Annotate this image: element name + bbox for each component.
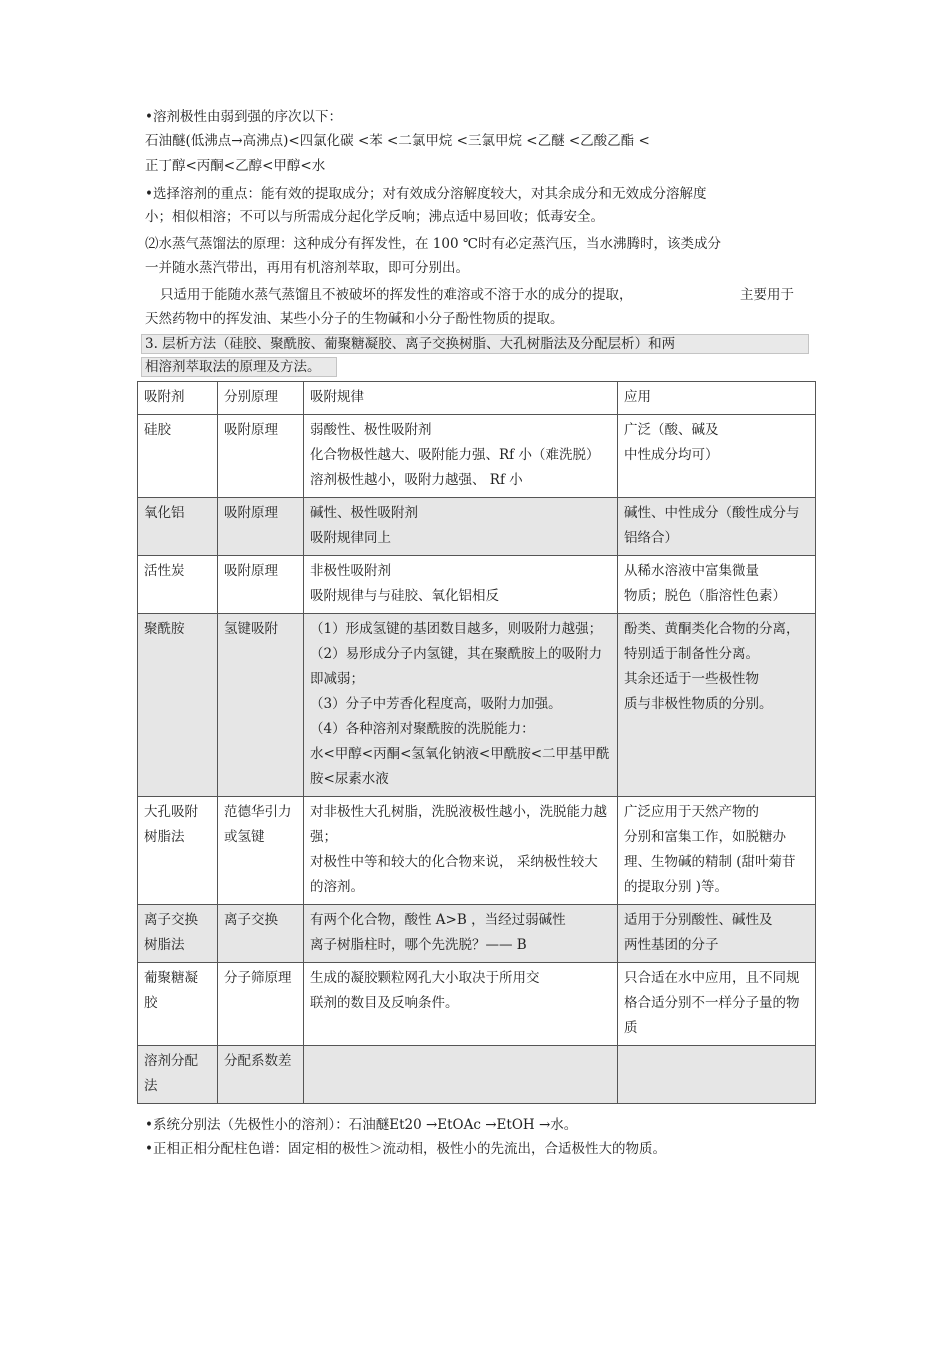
solvent-choice-line-2: 小；相似相溶；不可以与所需成分起化学反响；沸点适中易回收；低毒安全。 xyxy=(145,209,604,225)
solvent-choice-line-1: •选择溶剂的重点：能有效的提取成分；对有效成分溶解度较大，对其余成分和无效成分溶解度 xyxy=(145,186,707,202)
cell-adsorbent xyxy=(138,963,218,1046)
table-row xyxy=(138,614,816,797)
cell-principle xyxy=(218,614,304,797)
cell-text: 吸附原理 xyxy=(224,563,278,579)
cell-application xyxy=(618,963,816,1046)
cell-rule xyxy=(304,1046,618,1104)
cell-text: （4）各种溶剂对聚酰胺的洗脱能力： xyxy=(310,721,535,737)
cell-text: 离子交换 xyxy=(224,912,278,928)
cell-adsorbent xyxy=(138,797,218,905)
cell-text: 范德华引力或氢键 xyxy=(224,804,292,845)
cell-principle xyxy=(218,797,304,905)
table-row xyxy=(138,963,816,1046)
section-3-heading-line-2: 相溶剂萃取法的原理及方法。 xyxy=(141,357,337,377)
steam-usage-line-1b: 主要用于 xyxy=(740,287,794,303)
cell-adsorbent xyxy=(138,614,218,797)
cell-text: 对极性中等和较大的化合物来说， 采纳极性较大的溶剂。 xyxy=(310,854,598,895)
cell-text: 只合适在水中应用，且不同规格合适分别不一样分子量的物质 xyxy=(624,970,800,1036)
cell-principle xyxy=(218,1046,304,1104)
cell-adsorbent xyxy=(138,905,218,963)
steam-usage-line-1: 只适用于能随水蒸气蒸馏且不被破坏的挥发性的难溶或不溶于水的成分的提取， xyxy=(160,287,633,303)
cell-text: 溶剂极性越小，吸附力越强、 Rf 小 xyxy=(310,472,523,488)
cell-text: 广泛（酸、碱及 xyxy=(624,422,719,438)
cell-rule xyxy=(304,905,618,963)
cell-application xyxy=(618,556,816,614)
cell-text: （3）分子中芳香化程度高，吸附力加强。 xyxy=(310,696,562,712)
cell-principle xyxy=(218,556,304,614)
cell-adsorbent xyxy=(138,1046,218,1104)
cell-text: 对非极性大孔树脂，洗脱液极性越小，洗脱能力越强； xyxy=(310,804,607,845)
cell-application xyxy=(618,797,816,905)
steam-distillation-line-1: ⑵水蒸气蒸馏法的原理：这种成分有挥发性，在 100 ℃时有必定蒸汽压，当水沸腾时，该类成分 xyxy=(145,236,721,252)
table-row xyxy=(138,797,816,905)
cell-text: 质与非极性物质的分别。 xyxy=(624,696,773,712)
cell-text: 吸附原理 xyxy=(224,422,278,438)
cell-text: 适用于分别酸性、碱性及 xyxy=(624,912,773,928)
cell-text: 化合物极性越大、吸附能力强、Rf 小（难洗脱） xyxy=(310,447,600,463)
cell-rule xyxy=(304,963,618,1046)
cell-adsorbent xyxy=(138,498,218,556)
cell-application xyxy=(618,1046,816,1104)
cell-text: 两性基团的分子 xyxy=(624,937,719,953)
cell-rule xyxy=(304,614,618,797)
cell-principle xyxy=(218,415,304,498)
cell-application xyxy=(618,905,816,963)
table-row xyxy=(138,1046,816,1104)
adsorbent-table xyxy=(137,381,816,1104)
cell-text: 大孔吸附树脂法 xyxy=(144,804,198,845)
cell-principle xyxy=(218,905,304,963)
cell-principle xyxy=(218,498,304,556)
section-3-heading-line-1: 3. 层析方法（硅胶、聚酰胺、葡聚糖凝胶、离子交换树脂、大孔树脂法及分配层析）和两 xyxy=(141,334,809,354)
cell-text: 生成的凝胶颗粒网孔大小取决于所用交 xyxy=(310,970,540,986)
cell-text: 葡聚糖凝胶 xyxy=(144,970,198,1011)
table-row xyxy=(138,905,816,963)
cell-adsorbent xyxy=(138,415,218,498)
cell-text: 碱性、中性成分（酸性成分与铝络合） xyxy=(624,505,800,546)
cell-rule xyxy=(304,415,618,498)
system-separation-bullet: •系统分别法（先极性小的溶剂）：石油醚Et20 →EtOAc →EtOH →水。 xyxy=(145,1117,578,1133)
cell-text: 分配系数差 xyxy=(224,1053,292,1069)
cell-rule xyxy=(304,797,618,905)
cell-text: （1）形成氢键的基团数目越多，则吸附力越强； xyxy=(310,621,603,637)
solvent-polarity-bullet: •溶剂极性由弱到强的序次以下： xyxy=(145,109,342,125)
table-row xyxy=(138,498,816,556)
cell-text: 吸附规律与与硅胶、氧化铝相反 xyxy=(310,588,499,604)
cell-text: 氧化铝 xyxy=(144,505,185,521)
cell-text: 物质；脱色（脂溶性色素） xyxy=(624,588,786,604)
header-adsorbent: 吸附剂 xyxy=(138,382,218,415)
cell-text: 分别和富集工作，如脱糖办理、生物碱的精制 (甜叶菊苷的提取分别 )等。 xyxy=(624,829,796,895)
cell-text: 碱性、极性吸附剂 xyxy=(310,505,418,521)
cell-text: 非极性吸附剂 xyxy=(310,563,391,579)
cell-principle xyxy=(218,963,304,1046)
cell-rule xyxy=(304,556,618,614)
table-row xyxy=(138,556,816,614)
cell-text: 吸附规律同上 xyxy=(310,530,391,546)
cell-text: 聚酰胺 xyxy=(144,621,185,637)
table-header-row xyxy=(138,382,816,415)
cell-text: 水<甲醇<丙酮<氢氧化钠液<甲酰胺<二甲基甲酰胺<尿素水液 xyxy=(310,746,610,787)
cell-text: 弱酸性、极性吸附剂 xyxy=(310,422,432,438)
cell-rule xyxy=(304,498,618,556)
steam-usage-line-2: 天然药物中的挥发油、某些小分子的生物碱和小分子酚性物质的提取。 xyxy=(145,311,564,327)
table-row xyxy=(138,415,816,498)
cell-text: 硅胶 xyxy=(144,422,171,438)
cell-application xyxy=(618,614,816,797)
solvent-order-line-2: 正丁醇<丙酮<乙醇<甲醇<水 xyxy=(145,158,326,174)
cell-text: 活性炭 xyxy=(144,563,185,579)
header-application: 应用 xyxy=(618,382,816,415)
cell-text: 联剂的数目及反响条件。 xyxy=(310,995,459,1011)
cell-text: 离子树脂柱时，哪个先洗脱？—— B xyxy=(310,937,527,953)
header-rule: 吸附规律 xyxy=(304,382,618,415)
cell-text: 分子筛原理 xyxy=(224,970,292,986)
cell-text: （2）易形成分子内氢键，其在聚酰胺上的吸附力即减弱； xyxy=(310,646,603,687)
cell-application xyxy=(618,498,816,556)
cell-text: 溶剂分配法 xyxy=(144,1053,198,1094)
cell-text: 氢键吸附 xyxy=(224,621,278,637)
cell-application xyxy=(618,415,816,498)
normal-phase-bullet: •正相正相分配柱色谱：固定相的极性＞流动相，极性小的先流出，合适极性大的物质。 xyxy=(145,1141,666,1157)
solvent-order-line-1: 石油醚(低沸点→高沸点)<四氯化碳 <苯 <二氯甲烷 <三氯甲烷 <乙醚 <乙酸乙酯 < xyxy=(145,133,650,149)
cell-text: 酚类、黄酮类化合物的分离，特别适于制备性分离。 xyxy=(624,621,800,662)
steam-distillation-line-2: 一并随水蒸汽带出，再用有机溶剂萃取，即可分别出。 xyxy=(145,260,469,276)
cell-text: 广泛应用于天然产物的 xyxy=(624,804,759,820)
cell-text: 中性成分均可） xyxy=(624,447,719,463)
cell-text: 吸附原理 xyxy=(224,505,278,521)
header-principle: 分别原理 xyxy=(218,382,304,415)
cell-text: 有两个化合物，酸性 A>B ，当经过弱碱性 xyxy=(310,912,566,928)
cell-text: 从稀水溶液中富集微量 xyxy=(624,563,759,579)
cell-text: 其余还适于一些极性物 xyxy=(624,671,759,687)
cell-text: 离子交换树脂法 xyxy=(144,912,198,953)
cell-adsorbent xyxy=(138,556,218,614)
